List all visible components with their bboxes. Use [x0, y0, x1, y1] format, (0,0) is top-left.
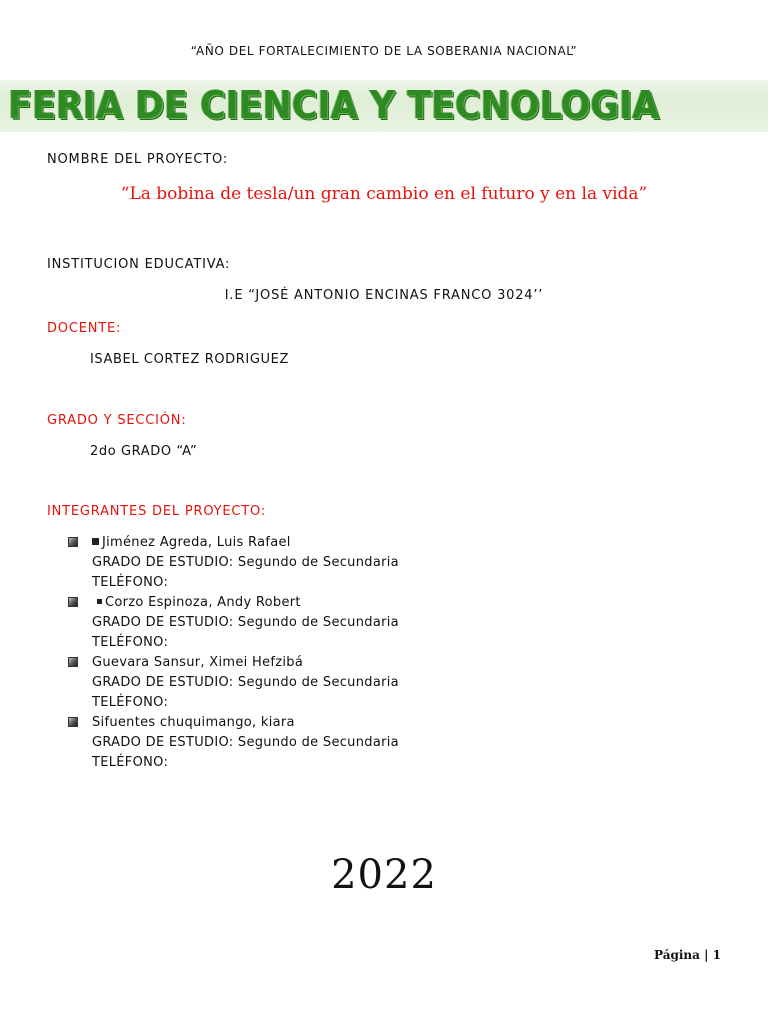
list-item [68, 653, 468, 713]
member-grade: GRADO DE ESTUDIO: Segundo de Secundaria [92, 675, 399, 690]
institution-name: I.E “JOSÉ ANTONIO ENCINAS FRANCO 3024’’ [224, 288, 544, 303]
grade-label: GRADO Y SECCIÓN: [47, 413, 187, 428]
member-phone: TELÉFONO: [92, 695, 169, 710]
banner-title: FERIA DE CIENCIA Y TECNOLOGIA [8, 83, 660, 127]
member-phone: TELÉFONO: [92, 755, 169, 770]
bullet-icon [68, 597, 78, 607]
square-icon [92, 538, 99, 545]
list-item [68, 593, 468, 653]
grade-value: 2do GRADO “A” [90, 444, 198, 459]
teacher-name: ISABEL CORTEZ RODRIGUEZ [90, 352, 289, 367]
member-grade: GRADO DE ESTUDIO: Segundo de Secundaria [92, 555, 399, 570]
institution-label: INSTITUCION EDUCATIVA: [47, 257, 231, 272]
list-item [68, 713, 468, 773]
bullet-icon [68, 717, 78, 727]
motto-header: “AÑO DEL FORTALECIMIENTO DE LA SOBERANIA NACIONAL” [190, 44, 578, 58]
square-icon [97, 599, 102, 604]
page-number: Página | 1 [654, 948, 721, 962]
fair-banner [0, 80, 768, 132]
member-name: Jiménez Agreda, Luis Rafael [102, 535, 291, 550]
bullet-icon [68, 657, 78, 667]
member-grade: GRADO DE ESTUDIO: Segundo de Secundaria [92, 735, 399, 750]
teacher-label: DOCENTE: [47, 321, 122, 336]
member-grade: GRADO DE ESTUDIO: Segundo de Secundaria [92, 615, 399, 630]
project-title: “La bobina de tesla/un gran cambio en el futuro y en la vida” [120, 184, 648, 204]
list-item [68, 533, 468, 593]
bullet-icon [68, 537, 78, 547]
member-phone: TELÉFONO: [92, 635, 169, 650]
members-list [68, 533, 468, 773]
member-name: Sifuentes chuquimango, kiara [92, 715, 295, 730]
members-label: INTEGRANTES DEL PROYECTO: [47, 504, 266, 519]
member-name: Corzo Espinoza, Andy Robert [105, 595, 301, 610]
year: 2022 [331, 852, 437, 898]
member-phone: TELÉFONO: [92, 575, 169, 590]
project-name-label: NOMBRE DEL PROYECTO: [47, 152, 229, 167]
member-name: Guevara Sansur, Ximei Hefzibá [92, 655, 304, 670]
